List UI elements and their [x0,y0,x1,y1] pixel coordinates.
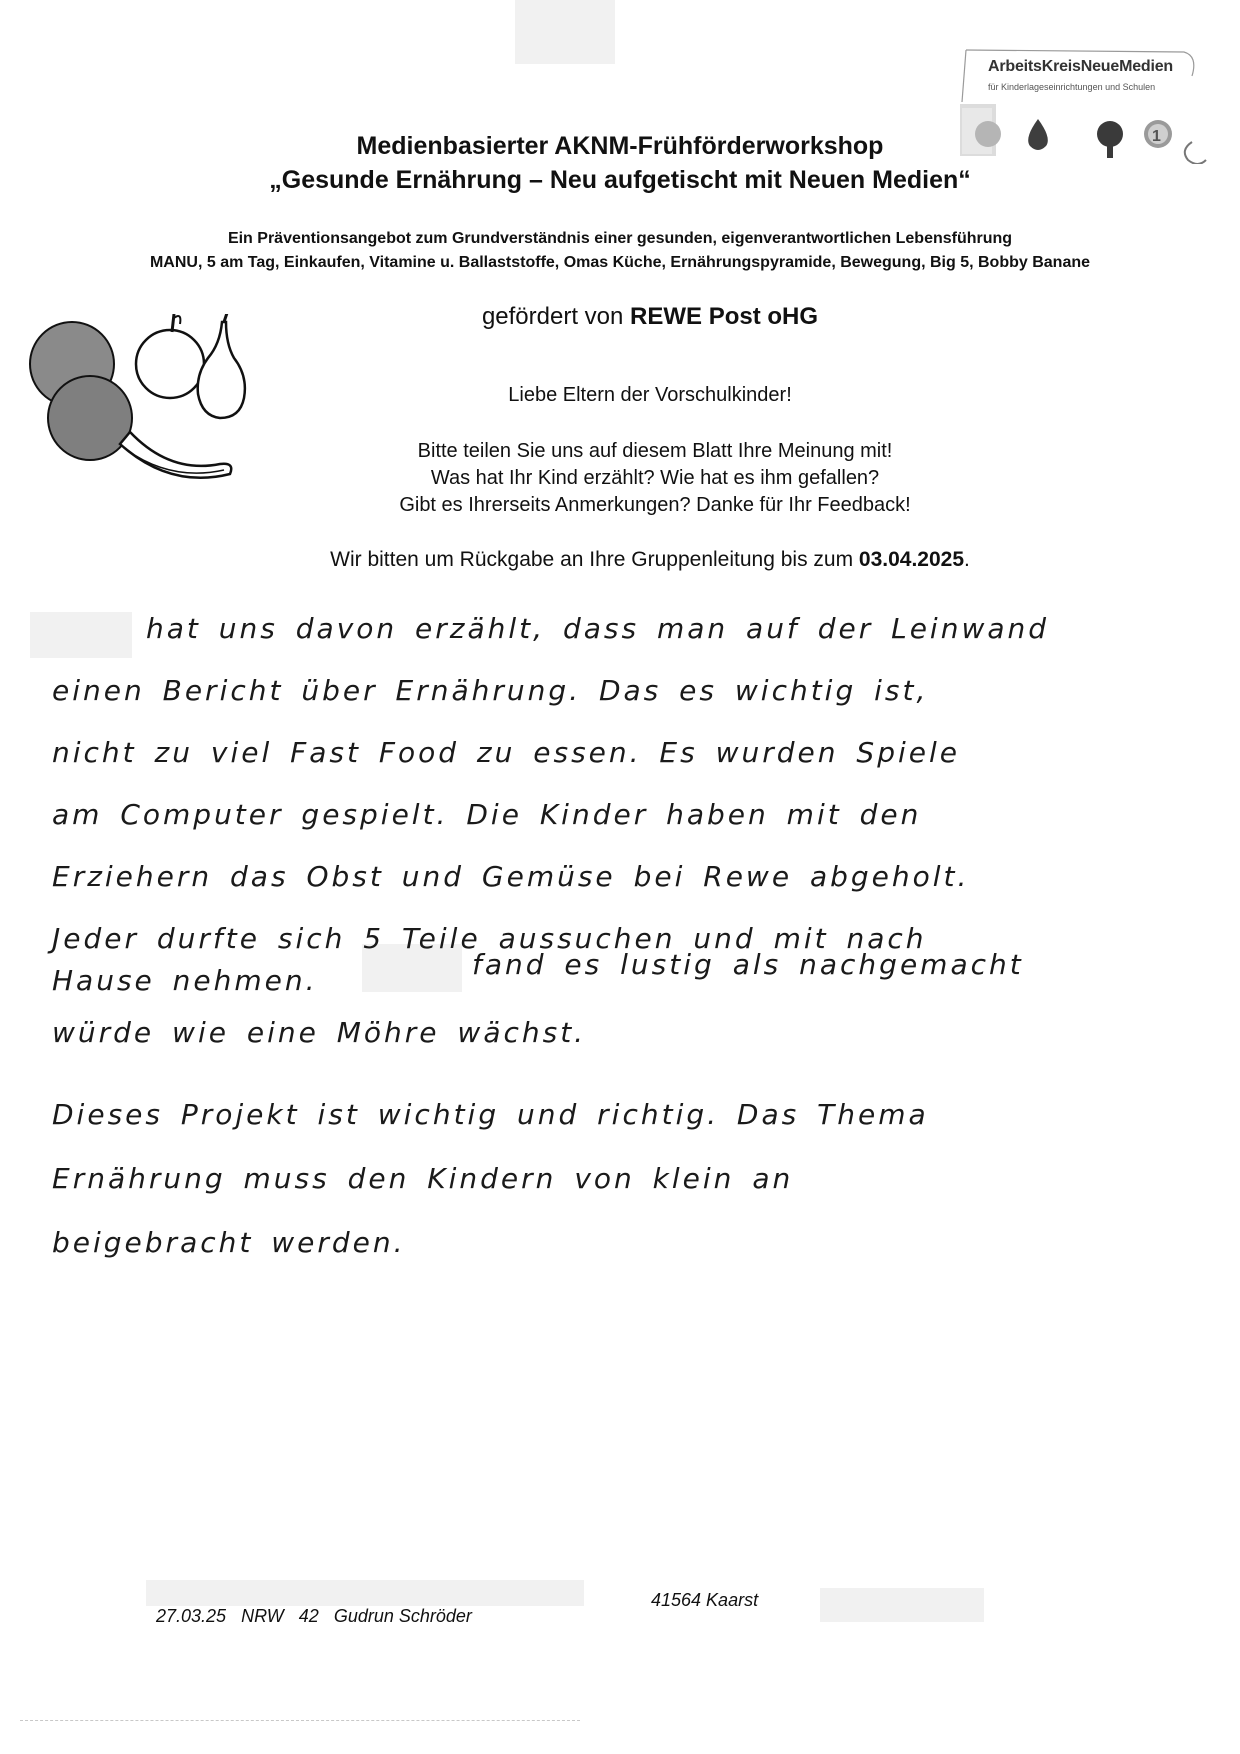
handwriting-line: fand es lustig als nachgemacht [472,948,1024,981]
handwriting-line: beigebracht werden. [52,1226,406,1259]
footer-region: NRW [241,1606,284,1626]
intro-line: Was hat Ihr Kind erzählt? Wie hat es ihm gefallen? [430,467,880,489]
handwriting-line: nicht zu viel Fast Food zu essen. Es wurden Spiele [52,736,960,769]
return-date: 03.04.2025 [858,548,965,571]
footer-number: 42 [298,1606,319,1626]
handwriting-line: Hause nehmen. [52,964,318,997]
sponsor-prefix: gefördert von [481,303,631,330]
logo-subtitle: für Kinderlageseinrichtungen und Schulen [988,82,1156,92]
return-instruction [0,548,1240,572]
intro-line: Bitte teilen Sie uns auf diesem Blatt Ihre Meinung mit! [417,440,893,462]
svg-text:1: 1 [1152,128,1161,145]
fruit-illustration [20,314,260,504]
topic-list: MANU, 5 am Tag, Einkaufen, Vitamine u. Ballaststoffe, Omas Küche, Ernährungspyramide, Bewegung, Big 5, Bobby Banane [149,254,1091,271]
greeting: Liebe Eltern der Vorschulkinder! [508,384,792,406]
handwriting-line: einen Bericht über Ernährung. Das es wichtig ist, [52,674,929,707]
workshop-title: Medienbasierter AKNM-Frühförderworkshop [356,132,884,160]
intro-text [340,438,970,519]
handwriting-line: Erziehern das Obst und Gemüse bei Rewe abgeholt. [52,860,970,893]
handwriting-line: würde wie eine Möhre wächst. [52,1016,587,1049]
footer-info [156,1606,482,1627]
handwriting-line: hat uns davon erzählt, dass man auf der Leinwand [146,612,1050,645]
logo-name: ArbeitsKreisNeueMedien [988,58,1173,75]
return-prefix: Wir bitten um Rückgabe an Ihre Gruppenleitung bis zum [330,548,859,571]
footer-city: 41564 Kaarst [651,1590,759,1610]
prevention-description: Ein Präventionsangebot zum Grundverständnis einer gesunden, eigenverantwortlichen Lebensführung [227,230,1013,247]
workshop-subtitle: „Gesunde Ernährung – Neu aufgetischt mit Neuen Medien“ [269,166,971,194]
return-suffix: . [964,548,970,571]
sponsor-name: REWE Post oHG [630,303,819,330]
redaction-top [515,0,615,64]
redaction-footer-left [146,1580,584,1606]
handwriting-line: Dieses Projekt ist wichtig und richtig. Das Thema [52,1098,929,1131]
handwriting-line: Jeder durfte sich 5 Teile aussuchen und mit nach [52,922,927,955]
footer-name: Gudrun Schröder [333,1606,472,1626]
handwriting-line: am Computer gespielt. Die Kinder haben mit den [52,798,922,831]
intro-line: Gibt es Ihrerseits Anmerkungen? Danke für Ihr Feedback! [399,494,911,516]
redaction-child-name-1 [30,612,132,658]
bottom-divider [20,1720,580,1721]
redaction-footer-right [820,1588,984,1622]
handwriting-line: Ernährung muss den Kindern von klein an [52,1162,794,1195]
footer-date: 27.03.25 [156,1606,227,1626]
